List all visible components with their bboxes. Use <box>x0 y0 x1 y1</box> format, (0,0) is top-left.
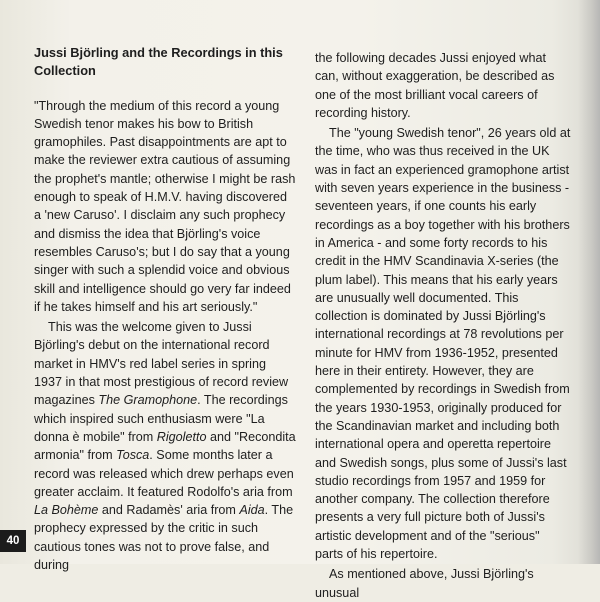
body-paragraph-2: The "young Swedish tenor", 26 years old at the time, who was thus received in the UK was in fact an experienced gramophone artist with seven years experience in the business - seventeen years, if one counts his early recordings as a boy together with his brothers in America - and some forty records to his credit in the HMV Scandinavia X-series (the plum label). This means that his early years are unusually well documented. This collection is dominated by Jussi Björling's international recordings at 78 revolutions per minute for HMV from 1936-1952, presented here in their entirety. However, they are complemented by recordings in Swedish from the years 1930-1953, originally produced for the Scandinavian market and including both international opera and operetta repertoire and Swedish songs, plus some of Jussi's last studio recordings from 1957 and 1959 for another company. The collection therefore presents a very full picture both of Jussi's artistic development and of the "serious" parts of his repertoire. <box>315 126 571 562</box>
magazine-title: The Gramophone <box>98 393 198 408</box>
left-column <box>34 44 296 574</box>
text-run: and Radamès' aria from <box>98 503 240 518</box>
body-paragraph-1 <box>34 318 296 574</box>
page-edge-shadow <box>578 0 600 564</box>
opera-title: La Bohème <box>34 503 99 518</box>
opera-title: Tosca <box>116 448 150 463</box>
body-paragraph-3: As mentioned above, Jussi Björling's unusual <box>315 567 534 600</box>
text-run: This was the welcome given to Jussi Björling's debut on the international record market in HMV's red label series in spring 1937 in that most prestigious of record review magazines <box>34 320 289 408</box>
continuation-paragraph: the following decades Jussi enjoyed what can, without exaggeration, be described as one of the most brilliant vocal careers of recording history. <box>315 51 555 120</box>
opera-title: Aida <box>239 503 265 518</box>
right-column <box>315 49 571 602</box>
opera-title: Rigoletto <box>156 429 207 444</box>
section-heading: Jussi Björling and the Recordings in this Collection <box>34 45 283 79</box>
quote-paragraph: "Through the medium of this record a young Swedish tenor makes his bow to British gramophiles. Past disappointments are apt to make the reviewer extra cautious of assuming the prophet's mantle; otherwise I might be rash enough to speak of H.M.V. having discovered a 'new Caruso'. I disclaim any such prophecy and dismiss the idea that Björling's voice resembles Caruso's; but I do say that a young singer with such a splendid voice and obvious skill and intelligence should go very far indeed if he takes himself and his art seriously." <box>34 98 296 314</box>
text-run: . The prophecy expressed by the critic in such cautious tones was not to prove false, and during <box>34 503 294 573</box>
text-run: and "Recondita armonia" from <box>34 429 296 463</box>
page-number: 40 <box>0 530 26 552</box>
text-run: . Some months later a record was released which drew perhaps even greater acclaim. It featured Rodolfo's aria from <box>34 448 294 499</box>
text-run: . The recordings which inspired such enthusiasm were "La donna è mobile" from <box>34 393 288 444</box>
